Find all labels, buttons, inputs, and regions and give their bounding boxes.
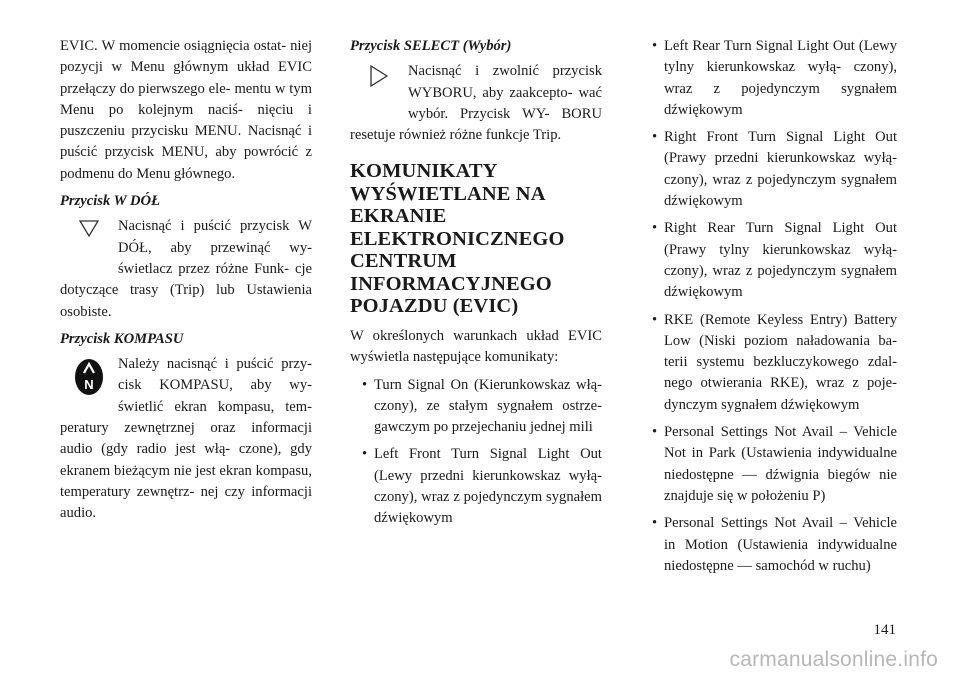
list-item: • Right Front Turn Signal Light Out (Prawy przedni kierunkowskaz wyłą- czony), wraz z pojedynczym sygnałem dźwiękowym	[652, 129, 897, 210]
column-left	[60, 36, 312, 529]
section-heading: KOMUNIKATY WYŚWIETLANE NA EKRANIE ELEKTRONICZNEGO CENTRUM INFORMACYJNEGO POJAZDU (EVIC)	[350, 160, 565, 318]
messages-intro: W określonych warunkach układ EVIC wyświetla następujące komunikaty:	[350, 327, 602, 366]
list-item: • Personal Settings Not Avail – Vehicle in Motion (Ustawienia indywidualne niedostępne — samochód w ruchu)	[652, 515, 897, 574]
compass-button-label: Przycisk KOMPASU	[60, 330, 184, 347]
compass-icon-letter: N	[84, 377, 94, 393]
column-middle	[350, 36, 602, 536]
down-button-description	[60, 216, 312, 322]
select-button-label: Przycisk SELECT (Wybór)	[350, 38, 512, 54]
down-button-label: Przycisk W DÓŁ	[60, 193, 160, 210]
select-button-description	[350, 61, 602, 146]
right-triangle-icon	[350, 61, 408, 117]
list-item: • Right Rear Turn Signal Light Out (Prawy tylny kierunkowskaz wyłą- czony), wraz z pojedynczym sygnałem dźwiękowym	[652, 220, 897, 301]
column-right	[640, 36, 897, 583]
list-item: • Left Rear Turn Signal Light Out (Lewy tylny kierunkowskaz wyłą- czony), wraz z pojedynczym sygnałem dźwiękowym	[652, 38, 897, 118]
compass-icon	[60, 354, 118, 410]
select-button-text: Nacisnąć i zwolnić przycisk WYBORU, aby zaakcepto- wać wybór. Przycisk WY- BORU resetuje również różne funkcje Trip.	[350, 63, 602, 144]
compass-button-text: Należy nacisnąć i puścić przy- cisk KOMPASU, aby wy- świetlić ekran kompasu, tem- peratury zewnętrznej oraz informacji audio (gdy radio jest włą- czone), gdy ekranem bieżącym nie jest ekran kompasu, temperatury zewnętrz- nej czy informacji audio.	[60, 356, 312, 522]
compass-button-description	[60, 354, 312, 524]
page-number: 141	[873, 622, 896, 638]
down-triangle-icon	[60, 216, 118, 272]
list-item: • RKE (Remote Keyless Entry) Battery Low (Niski poziom naładowania ba- terii systemu bezkluczykowego zdal- nego otwierania RKE), wraz z poje- dynczym sygnałem dźwiękowym	[652, 311, 897, 413]
down-button-text: Nacisnąć i puścić przycisk W DÓŁ, aby przewinąć wy- świetlacz przez różne Funk- cje dotyczące trasy (Trip) lub Ustawienia osobiste.	[60, 218, 312, 320]
list-item: • Turn Signal On (Kierunkowskaz włą- czony), ze stałym sygnałem ostrze- gawczym po przejechaniu jednej mili	[362, 376, 602, 436]
messages-list-right	[640, 36, 897, 577]
menu-intro-paragraph: EVIC. W momencie osiągnięcia ostat- niej pozycji w Menu głównym układ EVIC przełączy do pierwszego ele- mentu w tym Menu po kolejnym naciś- nięciu i puszczeniu przycisku MENU. Nacisnąć i puścić przycisk MENU, aby powrócić z podmenu do Menu głównego.	[60, 38, 312, 182]
watermark: carmanualsonline.info	[729, 648, 938, 671]
list-item: • Personal Settings Not Avail – Vehicle Not in Park (Ustawienia indywidualne niedostępne — dźwignia biegów nie znajduje się w położeniu P)	[652, 424, 897, 504]
messages-list-middle	[350, 375, 602, 530]
list-item: • Left Front Turn Signal Light Out (Lewy przedni kierunkowskaz wyłą- czony), wraz z pojedynczym sygnałem dźwiękowym	[362, 446, 602, 527]
